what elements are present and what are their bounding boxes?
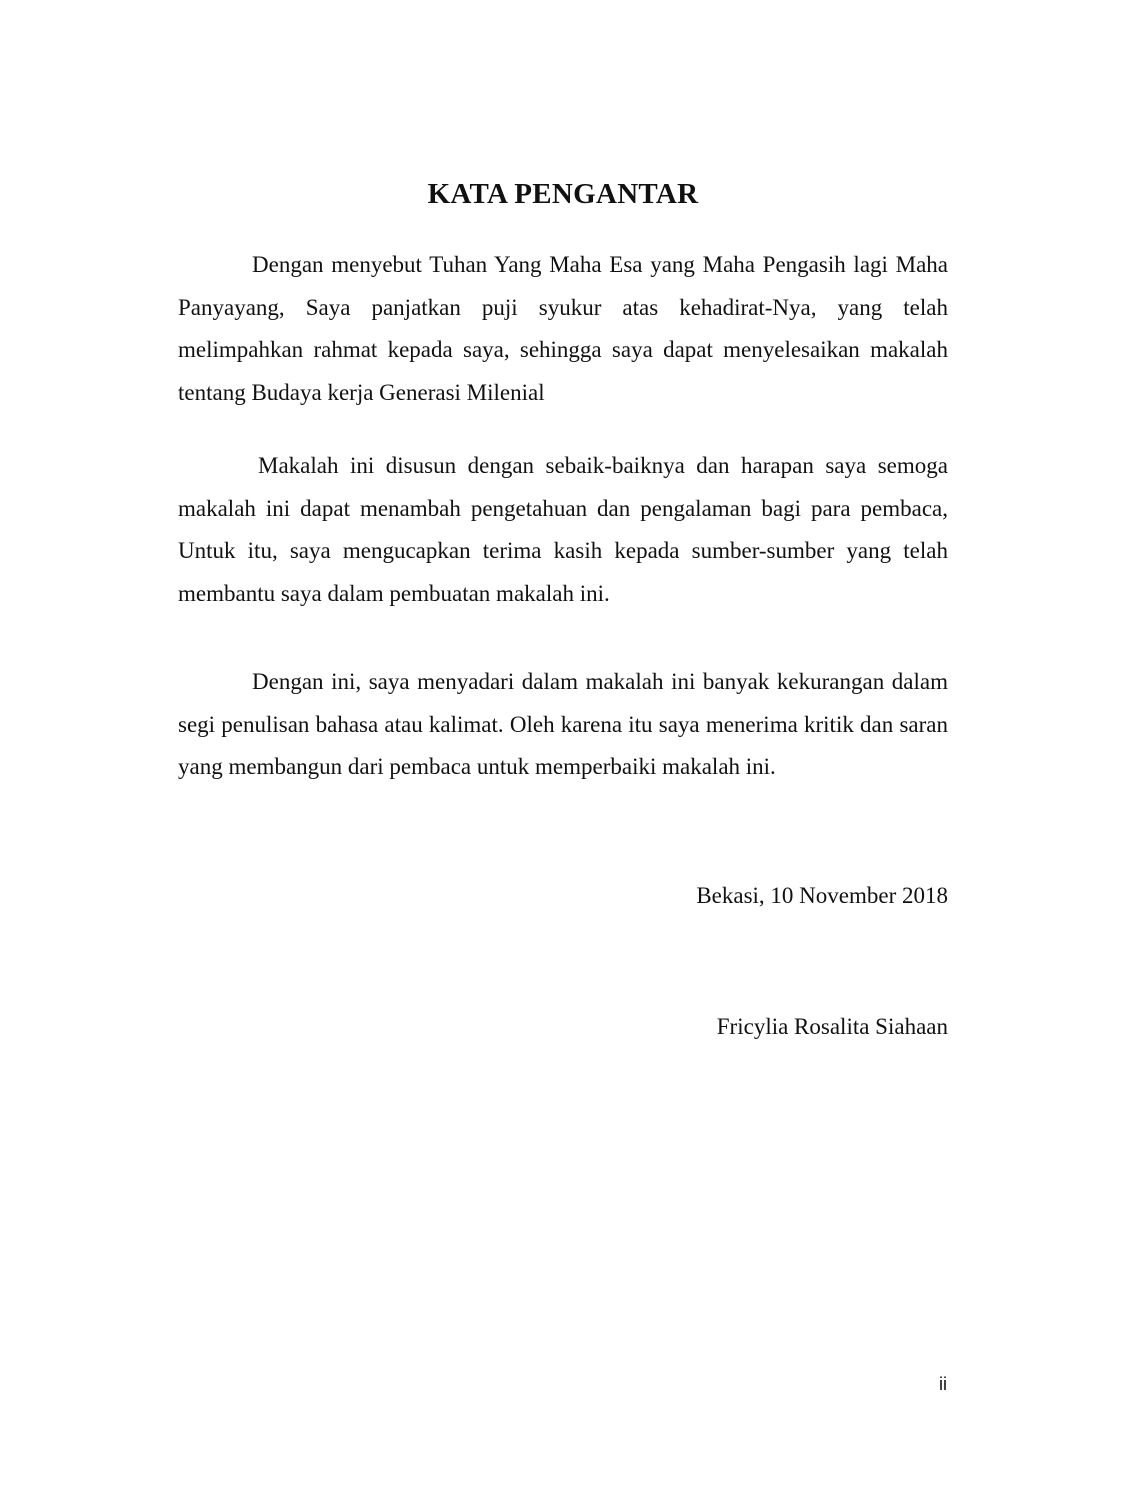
author-name: Fricylia Rosalita Siahaan xyxy=(716,1014,948,1039)
paragraph-closing: Dengan ini, saya menyadari dalam makalah ini banyak kekurangan dalam segi penulisan bahasa atau kalimat. Oleh karena itu saya menerima kritik dan saran yang membangun dari pembaca untuk memperbaiki makalah ini. xyxy=(178,669,948,779)
place-and-date: Bekasi, 10 November 2018 xyxy=(696,883,948,908)
paragraph-purpose: Makalah ini disusun dengan sebaik-baiknya dan harapan saya semoga makalah ini dapat menambah pengetahuan dan pengalaman bagi para pembaca, Untuk itu, saya mengucapkan terima kasih kepada sumber-sumber yang telah membantu saya dalam pembuatan makalah ini. xyxy=(178,453,948,606)
page-number: ii xyxy=(939,1374,947,1394)
paragraph-opening: Dengan menyebut Tuhan Yang Maha Esa yang Maha Pengasih lagi Maha Panyayang, Saya panjatkan puji syukur atas kehadirat-Nya, yang telah melimpahkan rahmat kepada saya, sehingga saya dapat menyelesaikan makalah tentang Budaya kerja Generasi Milenial xyxy=(178,252,948,405)
page-title: KATA PENGANTAR xyxy=(427,178,699,210)
